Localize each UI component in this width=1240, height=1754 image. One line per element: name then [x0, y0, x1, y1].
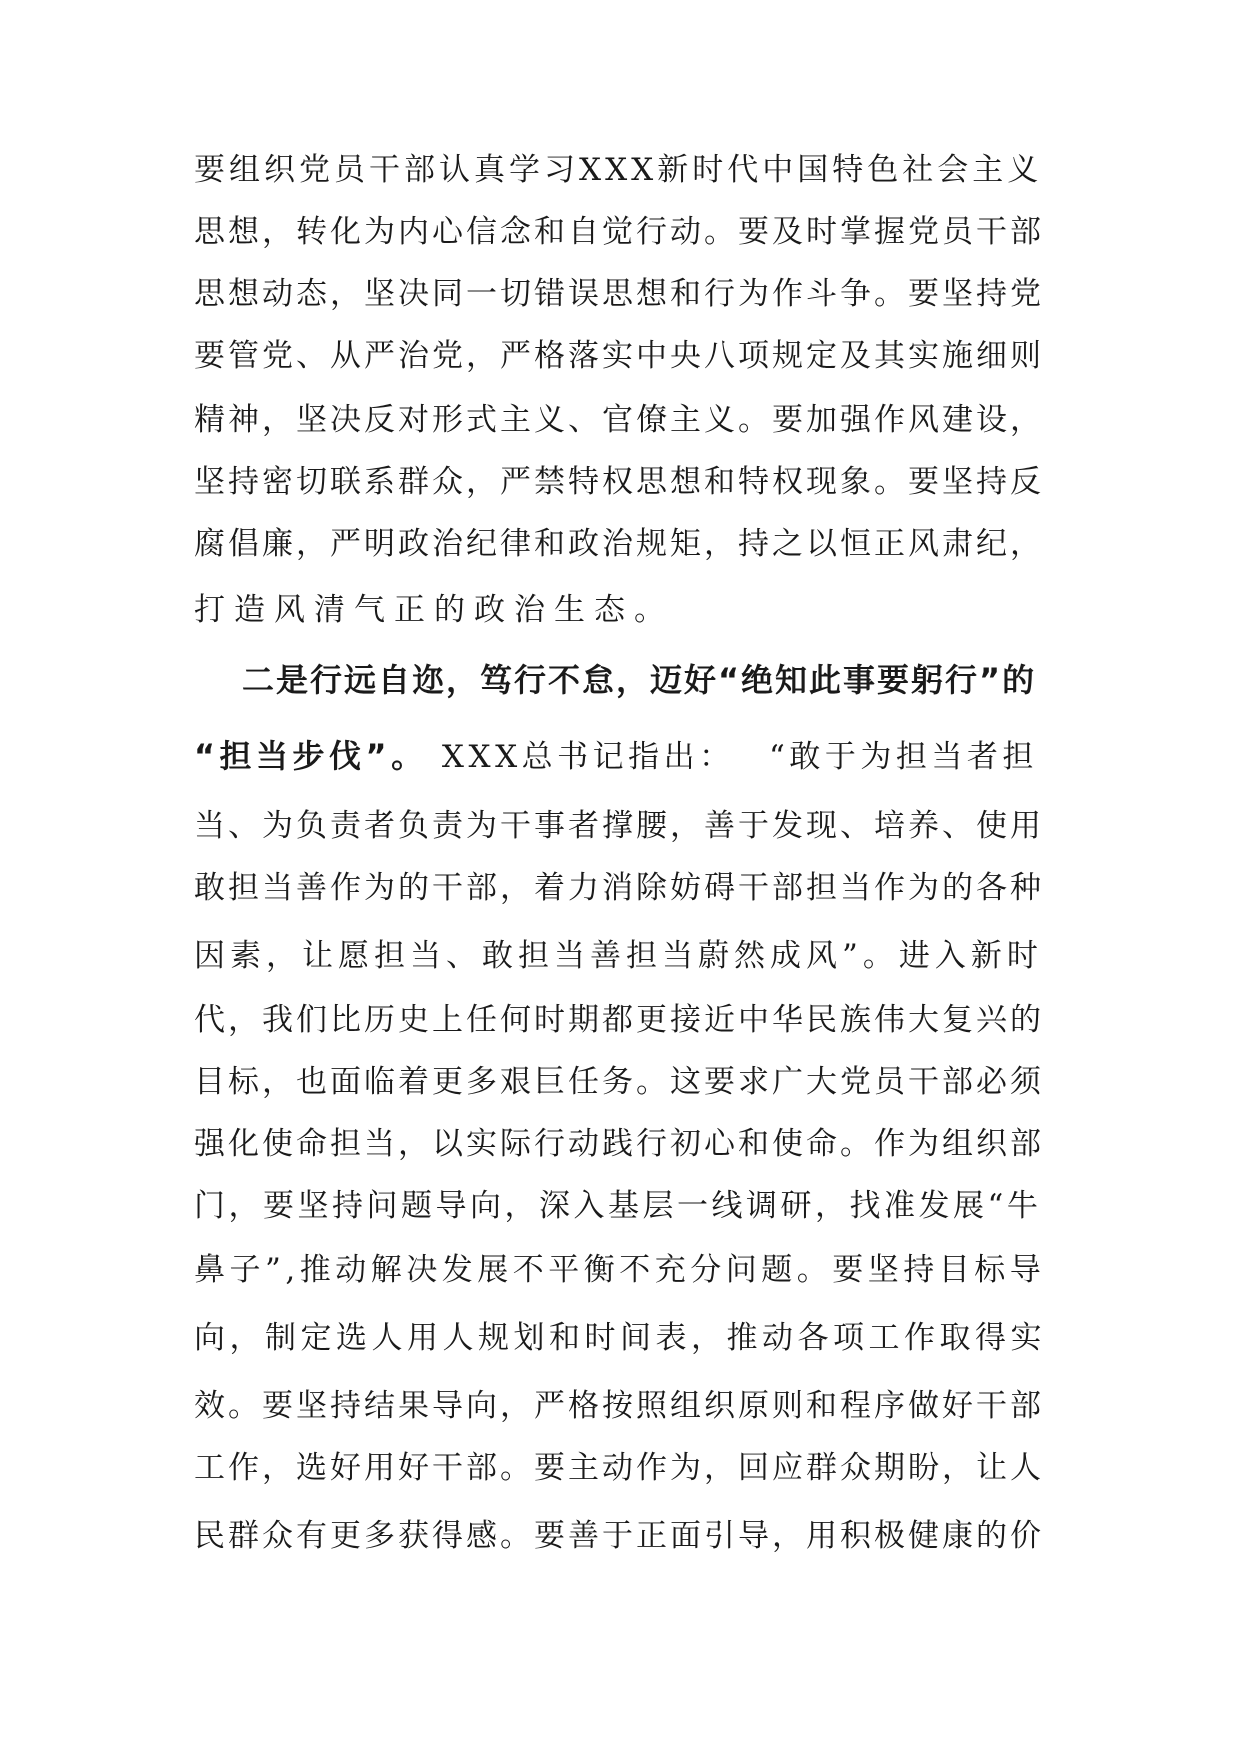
- paragraph-line: 效。要坚持结果导向，严格按照组织原则和程序做好干部: [194, 1388, 1044, 1424]
- paragraph-line: 目标，也面临着更多艰巨任务。这要求广大党员干部必须: [194, 1064, 1044, 1100]
- paragraph-line: 敢担当善作为的干部，着力消除妨碍干部担当作为的各种: [194, 870, 1044, 906]
- paragraph-line: 强化使命担当，以实际行动践行初心和使命。作为组织部: [194, 1126, 1044, 1162]
- paragraph-line: 代，我们比历史上任何时期都更接近中华民族伟大复兴的: [194, 1002, 1044, 1038]
- paragraph-line: 思想动态，坚决同一切错误思想和行为作斗争。要坚持党: [194, 276, 1044, 312]
- paragraph-line: 鼻子”,推动解决发展不平衡不充分问题。要坚持目标导: [194, 1252, 1046, 1288]
- paragraph-line: 工作，选好用好干部。要主动作为，回应群众期盼，让人: [194, 1450, 1044, 1486]
- paragraph-line: 坚持密切联系群众，严禁特权思想和特权现象。要坚持反: [194, 464, 1044, 500]
- paragraph-line: 民群众有更多获得感。要善于正面引导，用积极健康的价: [194, 1518, 1044, 1554]
- quote-intro: XXX总书记指出： “敢于为担当者担: [427, 739, 1038, 775]
- paragraph-line: 门，要坚持问题导向，深入基层一线调研，找准发展“牛: [194, 1188, 1042, 1224]
- paragraph-line: 要组织党员干部认真学习XXX新时代中国特色社会主义: [194, 152, 1043, 188]
- paragraph-line: 精神，坚决反对形式主义、官僚主义。要加强作风建设，: [194, 402, 1044, 438]
- paragraph-line: 因素，让愿担当、敢担当善担当蔚然成风”。进入新时: [194, 938, 1043, 974]
- paragraph-line: 打造风清气正的政治生态。: [194, 592, 674, 628]
- paragraph-line: 当、为负责者负责为干事者撑腰，善于发现、培养、使用: [194, 808, 1044, 844]
- paragraph-line: 要管党、从严治党，严格落实中央八项规定及其实施细则: [194, 338, 1044, 374]
- paragraph-line: 向，制定选人用人规划和时间表，推动各项工作取得实: [194, 1320, 1046, 1356]
- section-heading: 二是行远自迩，笃行不怠，迈好“绝知此事要躬行”的: [242, 661, 1037, 699]
- paragraph-line: 思想，转化为内心信念和自觉行动。要及时掌握党员干部: [194, 214, 1044, 250]
- section-heading-tail: “担当步伐”。: [194, 737, 428, 775]
- section-heading-continuation: [194, 736, 1038, 777]
- paragraph-line: 腐倡廉，严明政治纪律和政治规矩，持之以恒正风肃纪，: [194, 526, 1044, 562]
